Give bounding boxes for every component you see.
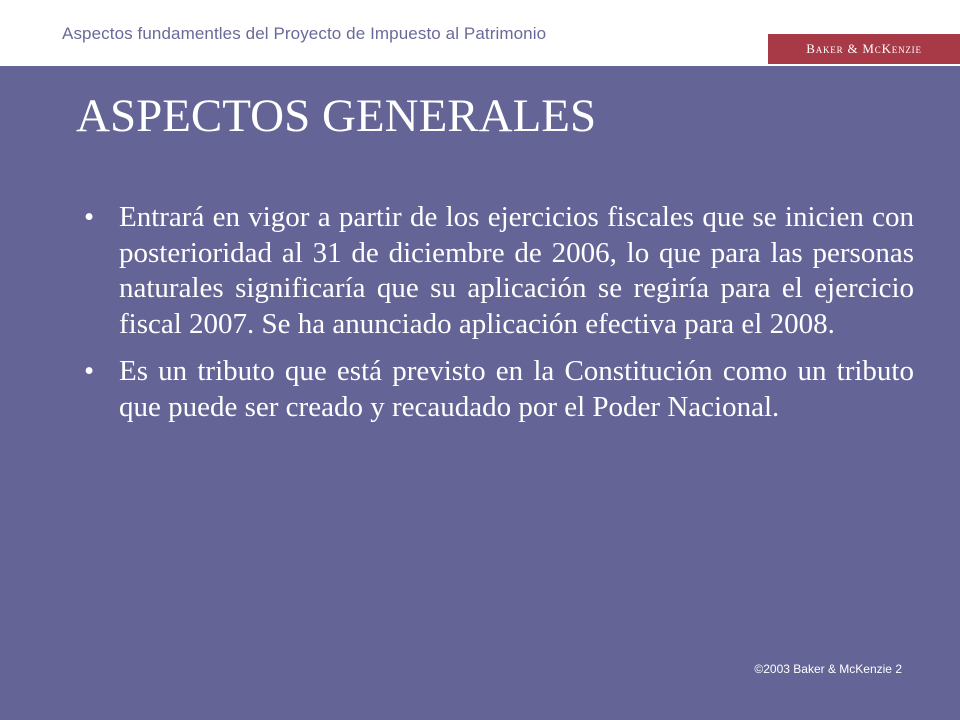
bullet-text: Entrará en vigor a partir de los ejercicios fiscales que se inicien con posterioridad al 31 de diciembre de 2006, lo que para las personas naturales significaría que su aplicación se regiría para el ejercicio fiscal 2007. Se ha anunciado aplicación efectiva para el 2008. xyxy=(119,201,914,340)
bullet-icon: • xyxy=(84,355,95,387)
slide-title: ASPECTOS GENERALES xyxy=(76,90,597,142)
bullet-item xyxy=(84,200,914,342)
header-bar xyxy=(0,0,960,66)
logo-text: Baker & McKenzie xyxy=(806,41,922,56)
bullet-item xyxy=(84,354,914,425)
bullet-text: Es un tributo que está previsto en la Constitución como un tributo que puede ser creado y recaudado por el Poder Nacional. xyxy=(119,355,914,423)
footer-copyright: ©2003 Baker & McKenzie 2 xyxy=(754,662,902,676)
presentation-title: Aspectos fundamentles del Proyecto de Impuesto al Patrimonio xyxy=(62,24,547,43)
bullet-list xyxy=(84,200,914,437)
baker-mckenzie-logo xyxy=(768,34,960,64)
bullet-icon: • xyxy=(84,201,95,233)
